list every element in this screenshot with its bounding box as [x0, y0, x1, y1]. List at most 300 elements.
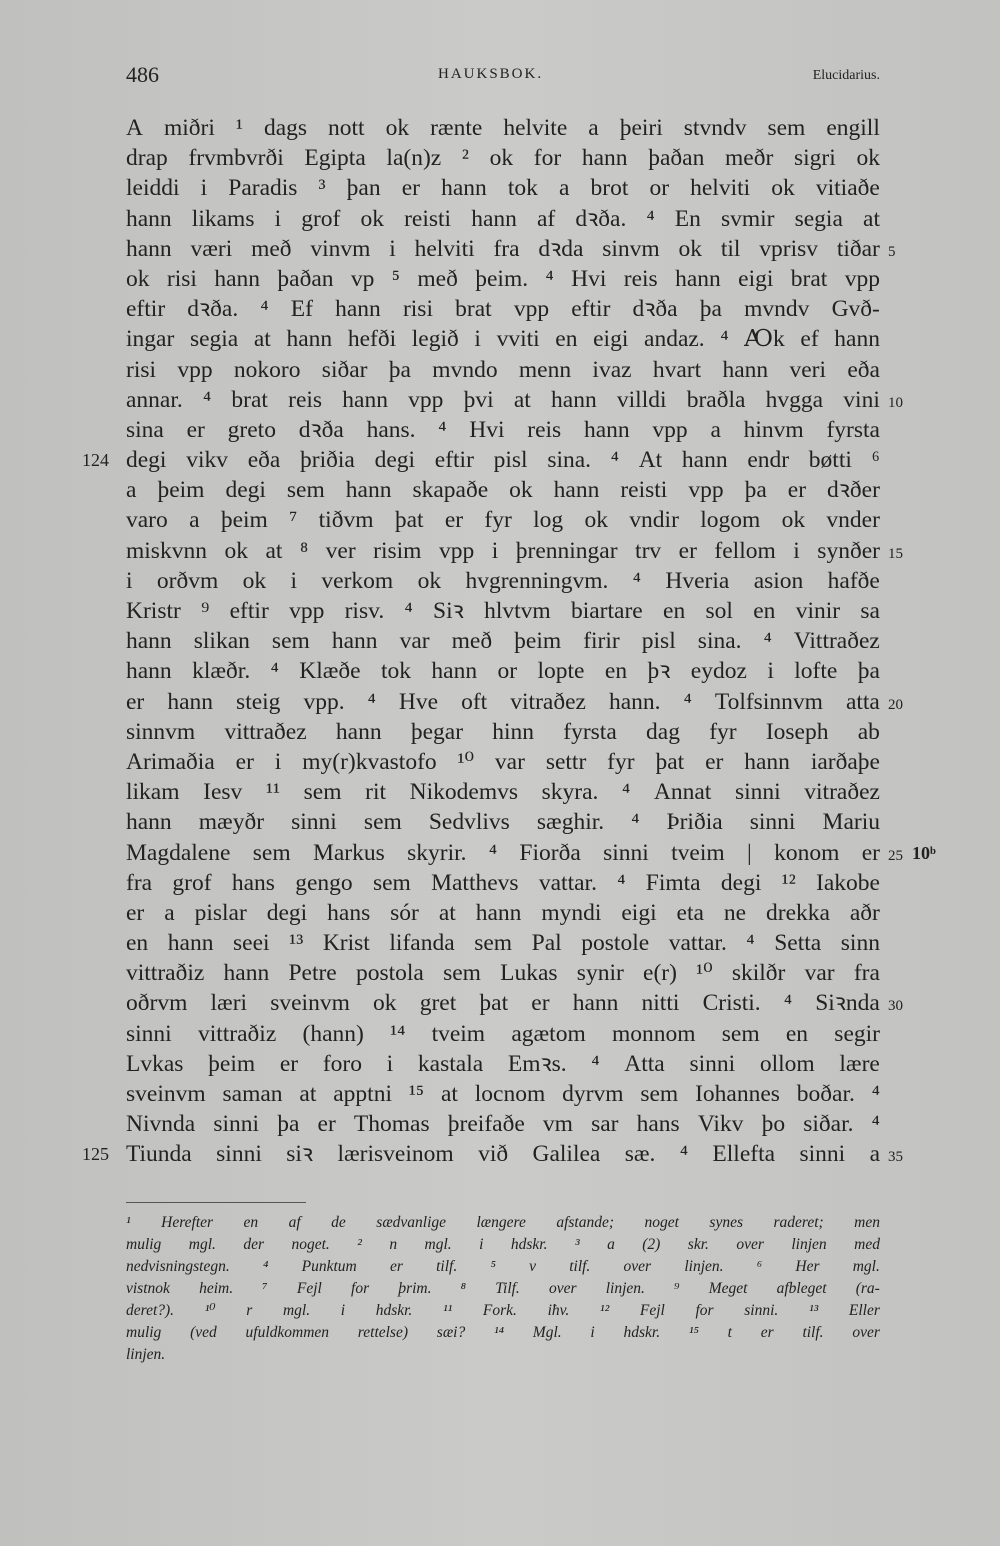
word: a [189, 507, 200, 534]
footnote-word: sæi? [436, 1324, 466, 1341]
word: fyrsta [563, 718, 617, 745]
word: slikan [193, 628, 250, 655]
footnote-word: Herefter [161, 1214, 214, 1231]
text-line [126, 868, 880, 898]
word: ⁵ [391, 265, 400, 292]
footnote-rule [126, 1202, 306, 1203]
word: braðla [686, 386, 746, 413]
word: eydoz [690, 658, 747, 685]
word: en [663, 598, 686, 624]
word: hann [553, 477, 600, 504]
word: en [785, 1020, 809, 1047]
word: Setta [774, 930, 822, 957]
word: skyra. [541, 779, 599, 806]
word: Markus [312, 839, 385, 866]
word: ab [857, 718, 880, 745]
word: fra [853, 960, 880, 987]
word: ⁴ [871, 1081, 880, 1107]
word: i [491, 537, 499, 564]
margin-leaf-number: 125 [82, 1144, 109, 1165]
word: sinni [126, 1020, 172, 1047]
word: vikv [186, 447, 228, 474]
footnote-line [126, 1234, 880, 1256]
word: sa [860, 598, 880, 624]
word: skapaðe [412, 477, 489, 504]
margin-line-number: 20 [888, 696, 903, 713]
word: ok [360, 205, 384, 232]
text-line [126, 596, 880, 626]
text-line [82, 445, 880, 475]
word: ⁴ [631, 809, 640, 836]
word: tiðar [836, 235, 880, 262]
word: la(n)z [386, 145, 442, 172]
word: risi [126, 356, 157, 383]
word: e(r) [643, 960, 677, 987]
word: ok [126, 265, 150, 292]
word: þvi [463, 386, 494, 413]
text-line [126, 415, 880, 445]
word: þꝛ [647, 658, 671, 685]
word: risi [166, 265, 197, 292]
word: degi [225, 477, 266, 504]
word: risv. [344, 598, 385, 624]
word: hans [231, 869, 275, 896]
word: við [478, 1141, 509, 1168]
word: ok [489, 145, 514, 172]
footnote-word: mulig [126, 1324, 162, 1341]
word: hann [722, 356, 769, 383]
word: Iesv [203, 779, 243, 806]
word: i [200, 175, 208, 202]
word: hann [475, 899, 522, 926]
footnote-word: ⁷ [262, 1280, 268, 1297]
word: logom [700, 507, 761, 534]
word: þegar [410, 718, 464, 745]
word: sinni [291, 809, 337, 836]
word: risim [373, 537, 422, 564]
word: segia [794, 205, 843, 232]
word: degi [720, 869, 762, 896]
word: þeiri [619, 115, 663, 141]
footnote-word: tilf. [436, 1258, 458, 1275]
word: aðr [849, 899, 880, 926]
word: þrenningar [515, 537, 618, 564]
word: sinni [749, 809, 796, 836]
word: nokoro [233, 356, 301, 383]
word: (hann) [302, 1020, 364, 1047]
word: synðer [817, 537, 880, 564]
footnote-word: Punktum [301, 1258, 357, 1275]
word: með [451, 628, 493, 655]
word: vitiaðe [815, 175, 880, 202]
word: dꝛða [632, 296, 678, 323]
word: ⁴ [683, 688, 692, 715]
word: nitti [641, 990, 680, 1017]
footnote-line [126, 1212, 880, 1234]
footnote-word: over [852, 1324, 880, 1341]
word: a [710, 416, 721, 443]
word: risi [402, 296, 433, 323]
word: Thomas [353, 1111, 430, 1138]
page-number: 486 [126, 62, 159, 87]
word: ¹ [235, 115, 243, 141]
word: Hvi [571, 265, 607, 292]
margin-line-number: 35 [888, 1149, 903, 1166]
word: Siꝛ [433, 598, 464, 624]
word: ok [584, 507, 608, 534]
footnote-word: Eller [848, 1302, 880, 1319]
word: locnom [474, 1081, 546, 1107]
word: Ef [290, 296, 313, 323]
word: A [126, 115, 143, 141]
word: degi [374, 447, 416, 474]
footnote-word: hdskr. [375, 1302, 413, 1319]
word: ⁴ [871, 1111, 880, 1138]
footnote-word: t [727, 1324, 732, 1341]
word: er [787, 477, 807, 504]
word: ef [800, 326, 819, 353]
word: hann [675, 265, 721, 292]
footnote-word: længere [476, 1214, 526, 1231]
word: at [863, 205, 880, 232]
word: seei [233, 930, 270, 957]
word: segir [834, 1020, 880, 1047]
word: for [533, 145, 562, 172]
word: tiðvm [318, 507, 374, 534]
word: tveim [671, 839, 725, 866]
word: ⁴ [622, 779, 631, 806]
footnote-word: linjen. [605, 1280, 645, 1297]
text-line [126, 656, 880, 686]
footnote-line [126, 1300, 880, 1322]
word: mvndo [432, 356, 498, 383]
word: brat [455, 296, 492, 323]
word: Ꜵk [744, 326, 785, 353]
word: sem [721, 1020, 760, 1047]
footnote-word: i [590, 1324, 595, 1341]
word: mvndv [744, 296, 810, 323]
word: oðrvm [126, 990, 188, 1017]
word: or [497, 658, 518, 685]
text-line [126, 1049, 880, 1079]
word: ¹³ [289, 930, 304, 957]
word: drap [126, 145, 168, 172]
footnote-word: Meget [708, 1280, 748, 1297]
word: miðri [163, 115, 215, 141]
word: ingar [126, 326, 175, 353]
word: oft [461, 688, 488, 715]
text-line [126, 566, 880, 596]
word: ¹⁵ [408, 1081, 425, 1107]
word: ³ [318, 175, 326, 202]
word: hann [167, 688, 213, 715]
footnote-word: men [854, 1214, 880, 1231]
word: sveinvm [270, 990, 350, 1017]
word: grof [301, 205, 341, 232]
margin-line-number: 5 [888, 243, 896, 260]
word: postola [355, 960, 424, 987]
word: Hveria [665, 567, 730, 594]
footnote-line [126, 1322, 880, 1344]
word: ⁴ [545, 265, 554, 292]
word: miskvnn [126, 537, 207, 564]
footnote-word: ⁵ [490, 1258, 496, 1275]
footnote-word: ¹⁴ [493, 1324, 505, 1341]
text-line [126, 475, 880, 505]
word: Vikv [697, 1111, 744, 1138]
footnote-word: synes [709, 1214, 743, 1231]
word: hann [583, 416, 630, 443]
text-line [126, 234, 896, 264]
word: eftir [229, 598, 269, 624]
footnote-word: linjen. [684, 1258, 724, 1275]
footnote-word: heim. [199, 1280, 234, 1297]
word: ⁴ [720, 326, 729, 353]
word: ok [678, 235, 703, 262]
word: þa [744, 477, 767, 504]
word: var [494, 748, 525, 775]
word: vpp [289, 598, 325, 624]
footnote-word: for [351, 1280, 370, 1297]
word: i [767, 658, 774, 685]
word: en [753, 598, 776, 624]
text-line [126, 626, 880, 656]
word: er [444, 507, 464, 534]
word: þeim [208, 1050, 256, 1077]
footnote-word: med [854, 1236, 880, 1253]
word: Galilea [532, 1141, 601, 1168]
word: hann. [609, 688, 661, 715]
word: þa [388, 356, 411, 383]
word: vitraðez [510, 688, 586, 715]
footnote-word: afstande; [556, 1214, 615, 1231]
footnote-word: af [288, 1214, 301, 1231]
word: eta [676, 899, 704, 926]
word: en [604, 658, 628, 685]
word: vinir [795, 598, 841, 624]
word: mæyðr [198, 809, 265, 836]
word: at [440, 1081, 458, 1107]
word: i [386, 1050, 394, 1077]
word: vittraðez [224, 718, 307, 745]
footnote-word: linjen. [126, 1346, 166, 1363]
footnote-word: raderet; [773, 1214, 824, 1231]
word: postole [581, 930, 650, 957]
word: likams [191, 205, 255, 232]
word: segia [189, 326, 239, 353]
word: með [251, 235, 292, 262]
word: með [417, 265, 458, 292]
word: degi [126, 447, 167, 474]
word: eftir [126, 296, 166, 323]
word: Ellefta [712, 1141, 776, 1168]
word: vprisv [759, 235, 818, 262]
word: ⁴ [202, 386, 212, 413]
footnote-word: skr. [687, 1236, 709, 1253]
footnote-word: ⁹ [674, 1280, 680, 1297]
word: hann [335, 718, 382, 745]
word: ⁹ [201, 598, 210, 624]
word: sinnvm [126, 718, 196, 745]
word: hvgrenningvm. [465, 567, 609, 594]
word: vittraðiz [197, 1020, 277, 1047]
word: hlvtvm [484, 598, 551, 624]
footnote-word: de [331, 1214, 346, 1231]
word: ok [417, 567, 442, 594]
word: sem [372, 869, 411, 896]
word: tok [380, 658, 412, 685]
word: vndir [629, 507, 679, 534]
word: i [274, 205, 282, 232]
word: reis [623, 265, 658, 292]
text-line [126, 173, 880, 203]
footnote-line [126, 1278, 880, 1300]
word: hefði [347, 326, 397, 353]
word: my(r)kvastofo [302, 748, 437, 775]
word: eða [847, 356, 880, 383]
word: fyr [607, 748, 635, 775]
word: þeim [514, 628, 562, 655]
word: Annat [653, 779, 712, 806]
word: dyrvm [562, 1081, 624, 1107]
footnote-word: sinni. [744, 1302, 779, 1319]
word: endr [747, 447, 790, 474]
word: vittraðiz [126, 960, 205, 987]
word: vitraðez [804, 779, 880, 806]
word: vnder [826, 507, 880, 534]
word: var [399, 628, 430, 655]
word: trv [635, 537, 662, 564]
word: þeim [220, 507, 268, 534]
word: þriðia [300, 447, 355, 474]
word: degi [266, 899, 308, 926]
word: at [265, 537, 283, 564]
word: lopte [537, 658, 585, 685]
footnote-word: i [479, 1236, 484, 1253]
word: lærisveinom [337, 1141, 454, 1168]
word: sinni [603, 839, 649, 866]
margin-line-number: 25 [888, 847, 903, 864]
word: pisl [493, 447, 528, 474]
footnote-word: vistnok [126, 1280, 170, 1297]
word: sinni [734, 779, 781, 806]
word: sina. [547, 447, 592, 474]
word: hafðe [827, 567, 880, 594]
word: hann [581, 145, 628, 172]
word: tveim [431, 1020, 486, 1047]
word: Klæðe [299, 658, 361, 685]
footnote-word: i [340, 1302, 346, 1319]
word: settr [545, 748, 587, 775]
word: lifanda [389, 930, 455, 957]
footnote-line [126, 1256, 880, 1278]
word: at [299, 1081, 317, 1107]
word: iarðaþe [810, 748, 880, 775]
footnote-word: Fejl [296, 1280, 322, 1297]
word: ver [325, 537, 356, 564]
word: sar [591, 1111, 619, 1138]
word: ⁴ [367, 688, 376, 715]
word: ⁴ [783, 990, 793, 1017]
word: hann [126, 809, 172, 836]
footnote-word: er [389, 1258, 403, 1275]
word: sinni [689, 1050, 736, 1077]
text-line [126, 143, 880, 173]
word: greto [227, 416, 276, 443]
word: ¹⁰ [457, 748, 475, 775]
word: hann [681, 447, 728, 474]
word: fellom [714, 537, 776, 564]
word: Arimaðia [126, 748, 215, 775]
word: Paradis [228, 175, 298, 202]
word: hann [331, 628, 378, 655]
word: stvndv [683, 115, 747, 141]
footnote-word: er [760, 1324, 774, 1341]
word: þo [761, 1111, 786, 1138]
word: dag [646, 718, 680, 745]
footnote-word: afbleget [776, 1280, 827, 1297]
word: hann [744, 748, 790, 775]
word: Tolfsinnvm [714, 688, 823, 715]
word: fyr [709, 718, 737, 745]
footnote-word: ⁸ [460, 1280, 467, 1297]
word: klæðr. [192, 658, 251, 685]
word: log [533, 507, 564, 534]
word: ivaz [592, 356, 632, 383]
word: hann [126, 658, 172, 685]
word: Atta [624, 1050, 665, 1077]
word: Hve [398, 688, 439, 715]
word: eftir [434, 447, 474, 474]
footnote-word: rettelse) [357, 1324, 409, 1341]
word: pislar [194, 899, 247, 926]
word: ok [781, 507, 806, 534]
word: Gvð- [831, 296, 880, 323]
word: eða [247, 447, 281, 474]
word: sina. [697, 628, 742, 655]
word: gengo [295, 869, 353, 896]
word: hann [834, 326, 880, 353]
footnote-word: nedvisningstegn. [126, 1258, 230, 1275]
word: konom [774, 839, 840, 866]
word: i [793, 537, 800, 564]
word: en [555, 326, 578, 353]
word: Lukas [500, 960, 558, 987]
word: ² [461, 145, 469, 172]
word: at [513, 386, 531, 413]
word: helviti [414, 235, 475, 262]
word: sem [252, 839, 291, 866]
word: ¹¹ [265, 779, 281, 806]
footnote-word: ³ [574, 1236, 580, 1253]
word: ok [509, 477, 533, 504]
word: lofte [794, 658, 838, 685]
word: læri [210, 990, 248, 1017]
word: hann [471, 205, 517, 232]
footnote-word: (2) [642, 1236, 661, 1253]
text-line [126, 294, 880, 324]
word: ⁴ [404, 598, 413, 624]
text-line [126, 1109, 880, 1139]
word: hann [572, 990, 619, 1017]
word: engill [826, 115, 880, 141]
word: fyr [484, 507, 512, 534]
word: sinni [216, 1141, 262, 1168]
word: steig [236, 688, 281, 715]
word: Fimta [645, 869, 701, 896]
text-line [126, 958, 880, 988]
word: fra [493, 235, 520, 262]
